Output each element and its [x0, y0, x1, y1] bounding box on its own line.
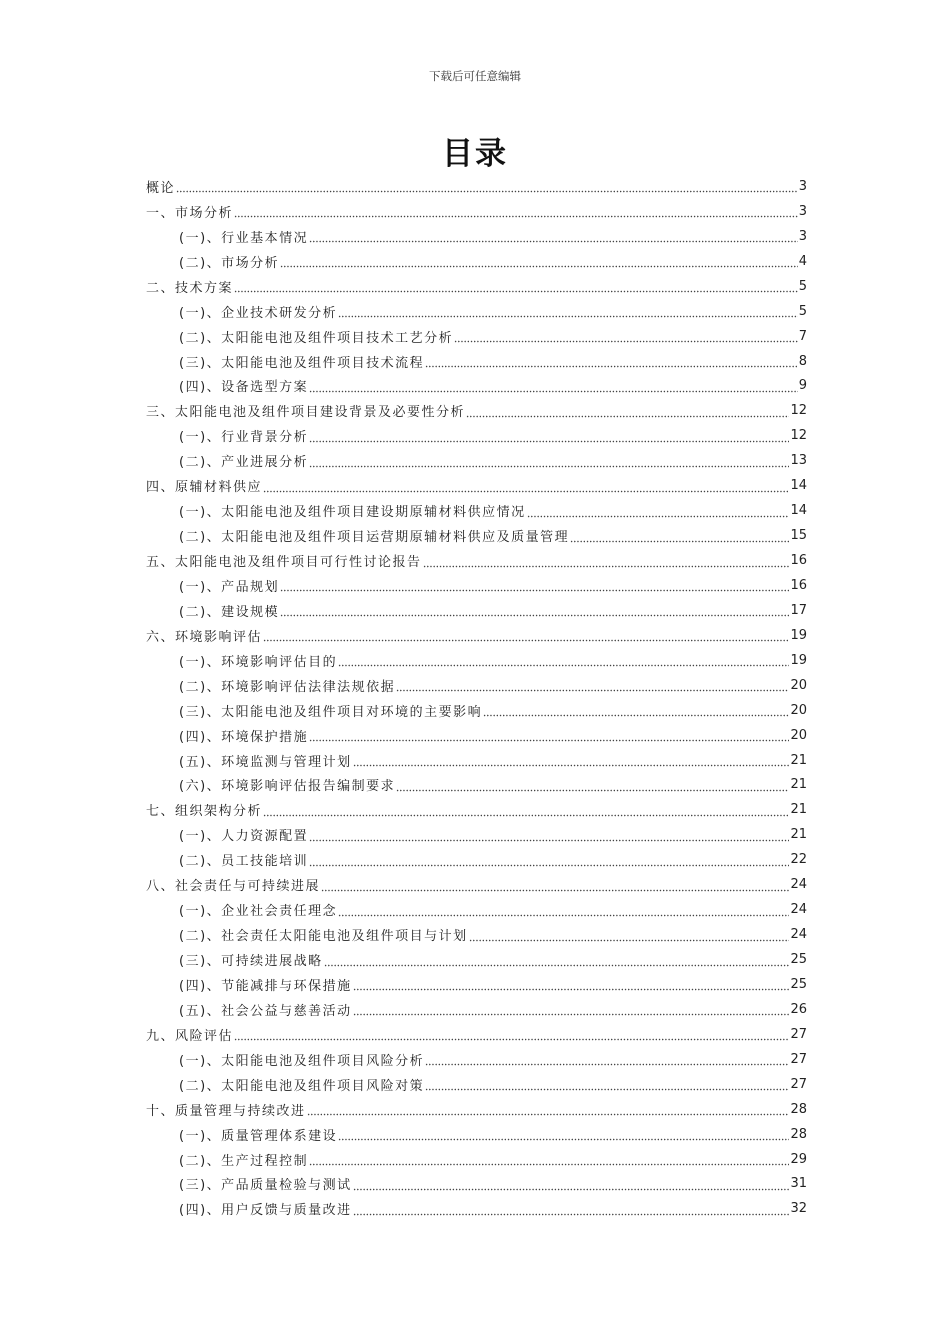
toc-entry-title: (五)、环境监测与管理计划	[179, 754, 352, 770]
toc-dot-leader	[353, 1002, 790, 1016]
toc-entry-title: (一)、产品规划	[179, 579, 280, 595]
toc-entry[interactable]	[146, 523, 807, 548]
toc-entry-title: (二)、产业进展分析	[179, 455, 309, 471]
toc-entry[interactable]	[146, 822, 807, 847]
toc-entry[interactable]	[146, 1072, 807, 1097]
toc-page-number: 7	[798, 328, 807, 344]
toc-entry-title: 九、风险评估	[146, 1028, 234, 1044]
toc-entry-title: (四)、用户反馈与质量改进	[179, 1203, 352, 1219]
toc-entry[interactable]	[146, 274, 807, 299]
toc-entry-title: (一)、质量管理体系建设	[179, 1128, 338, 1144]
toc-dot-leader	[338, 903, 789, 917]
toc-entry[interactable]	[146, 324, 807, 349]
toc-dot-leader	[423, 554, 790, 568]
page-title: 目录	[442, 136, 508, 172]
toc-entry-title: (一)、行业背景分析	[179, 430, 309, 446]
toc-dot-leader	[353, 1177, 790, 1191]
toc-entry[interactable]	[146, 897, 807, 922]
toc-entry[interactable]	[146, 972, 807, 997]
toc-dot-leader	[353, 977, 790, 991]
toc-entry[interactable]	[146, 1122, 807, 1147]
toc-dot-leader	[309, 429, 789, 443]
toc-dot-leader	[338, 1127, 789, 1141]
toc-entry[interactable]	[146, 748, 807, 773]
toc-dot-leader	[396, 678, 789, 692]
toc-page-number: 26	[790, 1001, 807, 1017]
toc-entry-title: (二)、太阳能电池及组件项目风险对策	[179, 1078, 425, 1094]
toc-entry-title: (五)、社会公益与慈善活动	[179, 1003, 352, 1019]
toc-entry-title: 八、社会责任与可持续进展	[146, 879, 321, 895]
toc-entry[interactable]	[146, 723, 807, 748]
toc-entry-title: (四)、设备选型方案	[179, 380, 309, 396]
toc-page-number: 27	[790, 1026, 807, 1042]
toc-dot-leader	[469, 928, 790, 942]
toc-dot-leader	[263, 628, 789, 642]
toc-page-number: 29	[790, 1151, 807, 1167]
toc-entry[interactable]	[146, 623, 807, 648]
toc-entry[interactable]	[146, 797, 807, 822]
toc-dot-leader	[309, 828, 789, 842]
toc-entry[interactable]	[146, 473, 807, 498]
toc-dot-leader	[307, 1102, 790, 1116]
toc-entry[interactable]	[146, 1022, 807, 1047]
toc-dot-leader	[527, 504, 790, 518]
toc-entry[interactable]	[146, 673, 807, 698]
toc-dot-leader	[263, 803, 789, 817]
toc-entry-title: (一)、企业社会责任理念	[179, 904, 338, 920]
toc-page-number: 28	[790, 1101, 807, 1117]
toc-entry-title: 一、市场分析	[146, 205, 234, 221]
toc-entry[interactable]	[146, 598, 807, 623]
toc-dot-leader	[353, 753, 790, 767]
toc-entry[interactable]	[146, 698, 807, 723]
toc-dot-leader	[263, 479, 789, 493]
toc-entry-title: (三)、可持续进展战略	[179, 954, 323, 970]
toc-entry[interactable]	[146, 398, 807, 423]
toc-entry-title: (一)、太阳能电池及组件项目风险分析	[179, 1053, 425, 1069]
toc-entry[interactable]	[146, 872, 807, 897]
toc-dot-leader	[338, 304, 798, 318]
toc-page-number: 16	[790, 577, 807, 593]
toc-entry-title: (三)、产品质量检验与测试	[179, 1178, 352, 1194]
table-of-contents	[146, 174, 807, 1221]
toc-entry[interactable]	[146, 947, 807, 972]
toc-page-number: 14	[790, 478, 807, 494]
toc-entry[interactable]	[146, 773, 807, 798]
toc-entry-title: 六、环境影响评估	[146, 629, 263, 645]
toc-dot-leader	[338, 653, 789, 667]
toc-entry[interactable]	[146, 199, 807, 224]
toc-page-number: 14	[790, 503, 807, 519]
toc-page-number: 32	[790, 1201, 807, 1217]
toc-dot-leader	[234, 1027, 789, 1041]
toc-entry-title: (二)、太阳能电池及组件项目运营期原辅材料供应及质量管理	[179, 530, 570, 546]
toc-dot-leader	[176, 179, 798, 193]
toc-entry[interactable]	[146, 1172, 807, 1197]
toc-entry-title: 二、技术方案	[146, 280, 234, 296]
toc-page-number: 25	[790, 976, 807, 992]
toc-dot-leader	[309, 853, 789, 867]
toc-page-number: 21	[790, 802, 807, 818]
toc-entry-title: (四)、环境保护措施	[179, 729, 309, 745]
toc-dot-leader	[396, 778, 789, 792]
toc-entry-title: 七、组织架构分析	[146, 804, 263, 820]
toc-entry[interactable]	[146, 448, 807, 473]
toc-entry-title: (二)、生产过程控制	[179, 1153, 309, 1169]
toc-dot-leader	[454, 329, 798, 343]
toc-entry-title: (二)、太阳能电池及组件项目技术工艺分析	[179, 330, 454, 346]
toc-page-number: 3	[798, 228, 807, 244]
toc-page-number: 21	[790, 777, 807, 793]
toc-entry-title: (三)、太阳能电池及组件项目对环境的主要影响	[179, 704, 483, 720]
toc-entry[interactable]	[146, 1147, 807, 1172]
toc-page-number: 25	[790, 952, 807, 968]
toc-entry[interactable]	[146, 249, 807, 274]
toc-entry-title: (四)、节能减排与环保措施	[179, 978, 352, 994]
toc-entry[interactable]	[146, 548, 807, 573]
toc-page-number: 13	[790, 453, 807, 469]
toc-entry[interactable]	[146, 847, 807, 872]
toc-page-number: 19	[790, 652, 807, 668]
page-header: 下载后可任意编辑	[429, 69, 521, 83]
toc-entry-title: (二)、社会责任太阳能电池及组件项目与计划	[179, 929, 468, 945]
toc-page-number: 21	[790, 827, 807, 843]
toc-dot-leader	[466, 404, 789, 418]
toc-entry[interactable]	[146, 1097, 807, 1122]
toc-page-number: 19	[790, 627, 807, 643]
toc-page-number: 20	[790, 727, 807, 743]
toc-entry-title: 四、原辅材料供应	[146, 480, 263, 496]
toc-entry-title: (二)、建设规模	[179, 604, 280, 620]
toc-entry-title: (一)、企业技术研发分析	[179, 305, 338, 321]
toc-dot-leader	[309, 379, 798, 393]
toc-entry[interactable]	[146, 374, 807, 399]
toc-entry[interactable]	[146, 174, 807, 199]
toc-page-number: 27	[790, 1051, 807, 1067]
toc-dot-leader	[309, 728, 789, 742]
toc-entry[interactable]	[146, 1196, 807, 1221]
toc-dot-leader	[324, 953, 790, 967]
toc-entry[interactable]	[146, 299, 807, 324]
toc-dot-leader	[483, 703, 789, 717]
toc-dot-leader	[280, 578, 789, 592]
toc-entry[interactable]	[146, 648, 807, 673]
toc-dot-leader	[425, 354, 798, 368]
toc-dot-leader	[570, 529, 789, 543]
toc-page-number: 24	[790, 927, 807, 943]
toc-dot-leader	[234, 204, 798, 218]
toc-page-number: 12	[790, 428, 807, 444]
toc-entry-title: (二)、员工技能培训	[179, 854, 309, 870]
toc-page-number: 3	[798, 178, 807, 194]
toc-entry[interactable]	[146, 997, 807, 1022]
toc-page-number: 9	[798, 378, 807, 394]
toc-dot-leader	[425, 1052, 789, 1066]
toc-page-number: 24	[790, 902, 807, 918]
toc-page-number: 20	[790, 677, 807, 693]
toc-entry-title: 三、太阳能电池及组件项目建设背景及必要性分析	[146, 405, 466, 421]
toc-dot-leader	[425, 1077, 789, 1091]
toc-page-number: 12	[790, 403, 807, 419]
toc-entry-title: (二)、环境影响评估法律法规依据	[179, 679, 396, 695]
toc-entry[interactable]	[146, 423, 807, 448]
toc-entry-title: 五、太阳能电池及组件项目可行性讨论报告	[146, 555, 422, 571]
toc-page-number: 5	[798, 278, 807, 294]
toc-dot-leader	[234, 279, 798, 293]
toc-page-number: 28	[790, 1126, 807, 1142]
toc-dot-leader	[309, 1152, 789, 1166]
toc-entry[interactable]	[146, 349, 807, 374]
toc-entry[interactable]	[146, 573, 807, 598]
toc-entry-title: (六)、环境影响评估报告编制要求	[179, 779, 396, 795]
toc-page-number: 4	[798, 253, 807, 269]
toc-page-number: 17	[790, 602, 807, 618]
toc-entry-title: (三)、太阳能电池及组件项目技术流程	[179, 355, 425, 371]
toc-entry-title: (二)、市场分析	[179, 255, 280, 271]
toc-page-number: 22	[790, 852, 807, 868]
toc-page-number: 16	[790, 553, 807, 569]
toc-dot-leader	[309, 229, 798, 243]
toc-page-number: 8	[798, 353, 807, 369]
toc-page-number: 20	[790, 702, 807, 718]
toc-page-number: 3	[798, 203, 807, 219]
toc-entry[interactable]	[146, 498, 807, 523]
toc-entry-title: (一)、行业基本情况	[179, 230, 309, 246]
toc-dot-leader	[280, 254, 798, 268]
toc-page-number: 24	[790, 877, 807, 893]
toc-entry-title: 概论	[146, 180, 176, 196]
toc-page-number: 15	[790, 528, 807, 544]
toc-entry[interactable]	[146, 922, 807, 947]
toc-entry-title: (一)、环境影响评估目的	[179, 654, 338, 670]
toc-entry-title: (一)、人力资源配置	[179, 829, 309, 845]
toc-dot-leader	[321, 878, 789, 892]
toc-page-number: 31	[790, 1176, 807, 1192]
toc-entry-title: (一)、太阳能电池及组件项目建设期原辅材料供应情况	[179, 505, 526, 521]
toc-dot-leader	[353, 1202, 790, 1216]
toc-page-number: 21	[790, 752, 807, 768]
toc-entry[interactable]	[146, 1047, 807, 1072]
toc-dot-leader	[309, 454, 789, 468]
toc-entry[interactable]	[146, 224, 807, 249]
toc-entry-title: 十、质量管理与持续改进	[146, 1103, 306, 1119]
toc-dot-leader	[280, 603, 789, 617]
toc-page-number: 27	[790, 1076, 807, 1092]
toc-page-number: 5	[798, 303, 807, 319]
